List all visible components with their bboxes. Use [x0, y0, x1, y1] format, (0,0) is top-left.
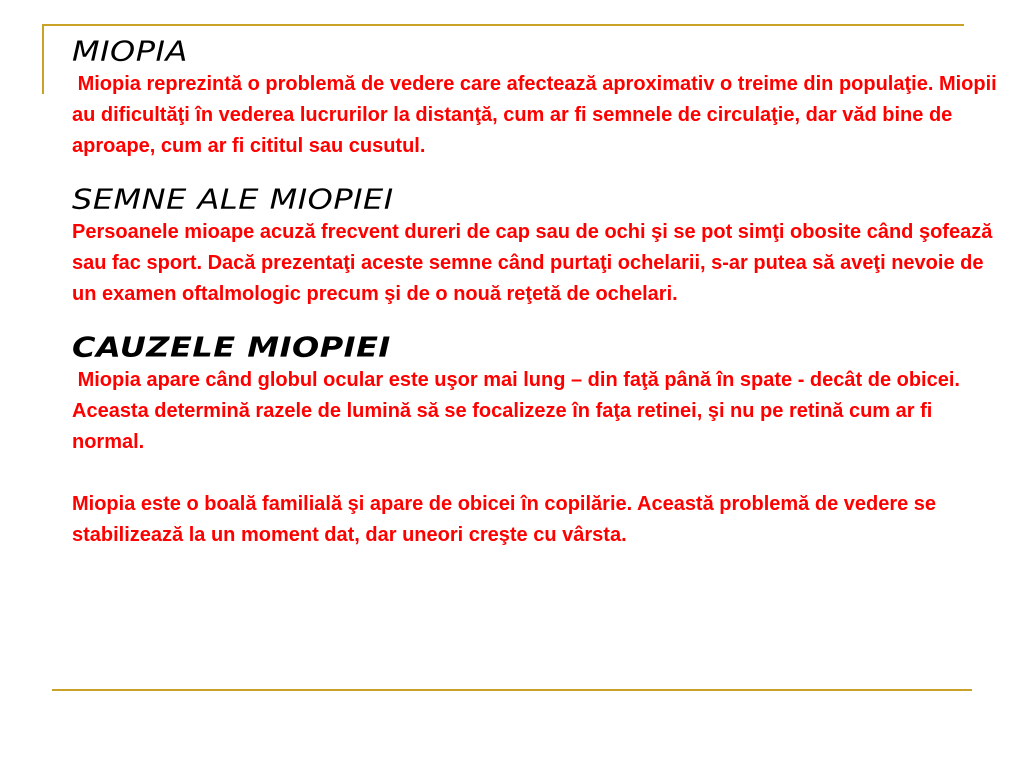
left-border-line [42, 24, 44, 94]
top-border-line [42, 24, 964, 26]
paragraph-family: Miopia este o boală familială şi apare de obicei în copilărie. Această problemă de vedere se stabilizează la un moment dat, dar uneori creşte cu vârsta. [72, 493, 937, 546]
bottom-border-line [52, 689, 972, 691]
heading-cauze: CAUZELE MIOPIEI [72, 331, 391, 364]
paragraph-signs: Persoanele mioape acuză frecvent dureri de cap sau de ochi şi se pot simţi obosite când şofează sau fac sport. Dacă prezentaţi aceste semne când purtaţi ochelarii, s-ar putea să aveţi nevoie de un examen oftalmologic precum şi de o nouă reţetă de ochelari. [72, 221, 993, 305]
heading-miopia: MIOPIA [72, 35, 188, 68]
paragraph-definition: Miopia reprezintă o problemă de vedere care afectează aproximativ o treime din populaţie. Miopii au dificultăţi în vederea lucrurilor la distanţă, cum ar fi semnele de circulaţie, dar văd bine de aproape, cum ar fi cititul sau cusutul. [72, 73, 1003, 157]
paragraph-causes: Miopia apare când globul ocular este uşor mai lung – din faţă până în spate - decât de obicei. Aceasta determină razele de lumină să se focalizeze în faţa retinei, şi nu pe retină cum ar fi normal. [72, 369, 965, 453]
heading-semne: SEMNE ALE MIOPIEI [72, 183, 394, 216]
section-cauze [72, 332, 1002, 551]
section-semne [72, 184, 1002, 310]
slide-content [72, 36, 1002, 551]
section-miopia [72, 36, 1002, 162]
